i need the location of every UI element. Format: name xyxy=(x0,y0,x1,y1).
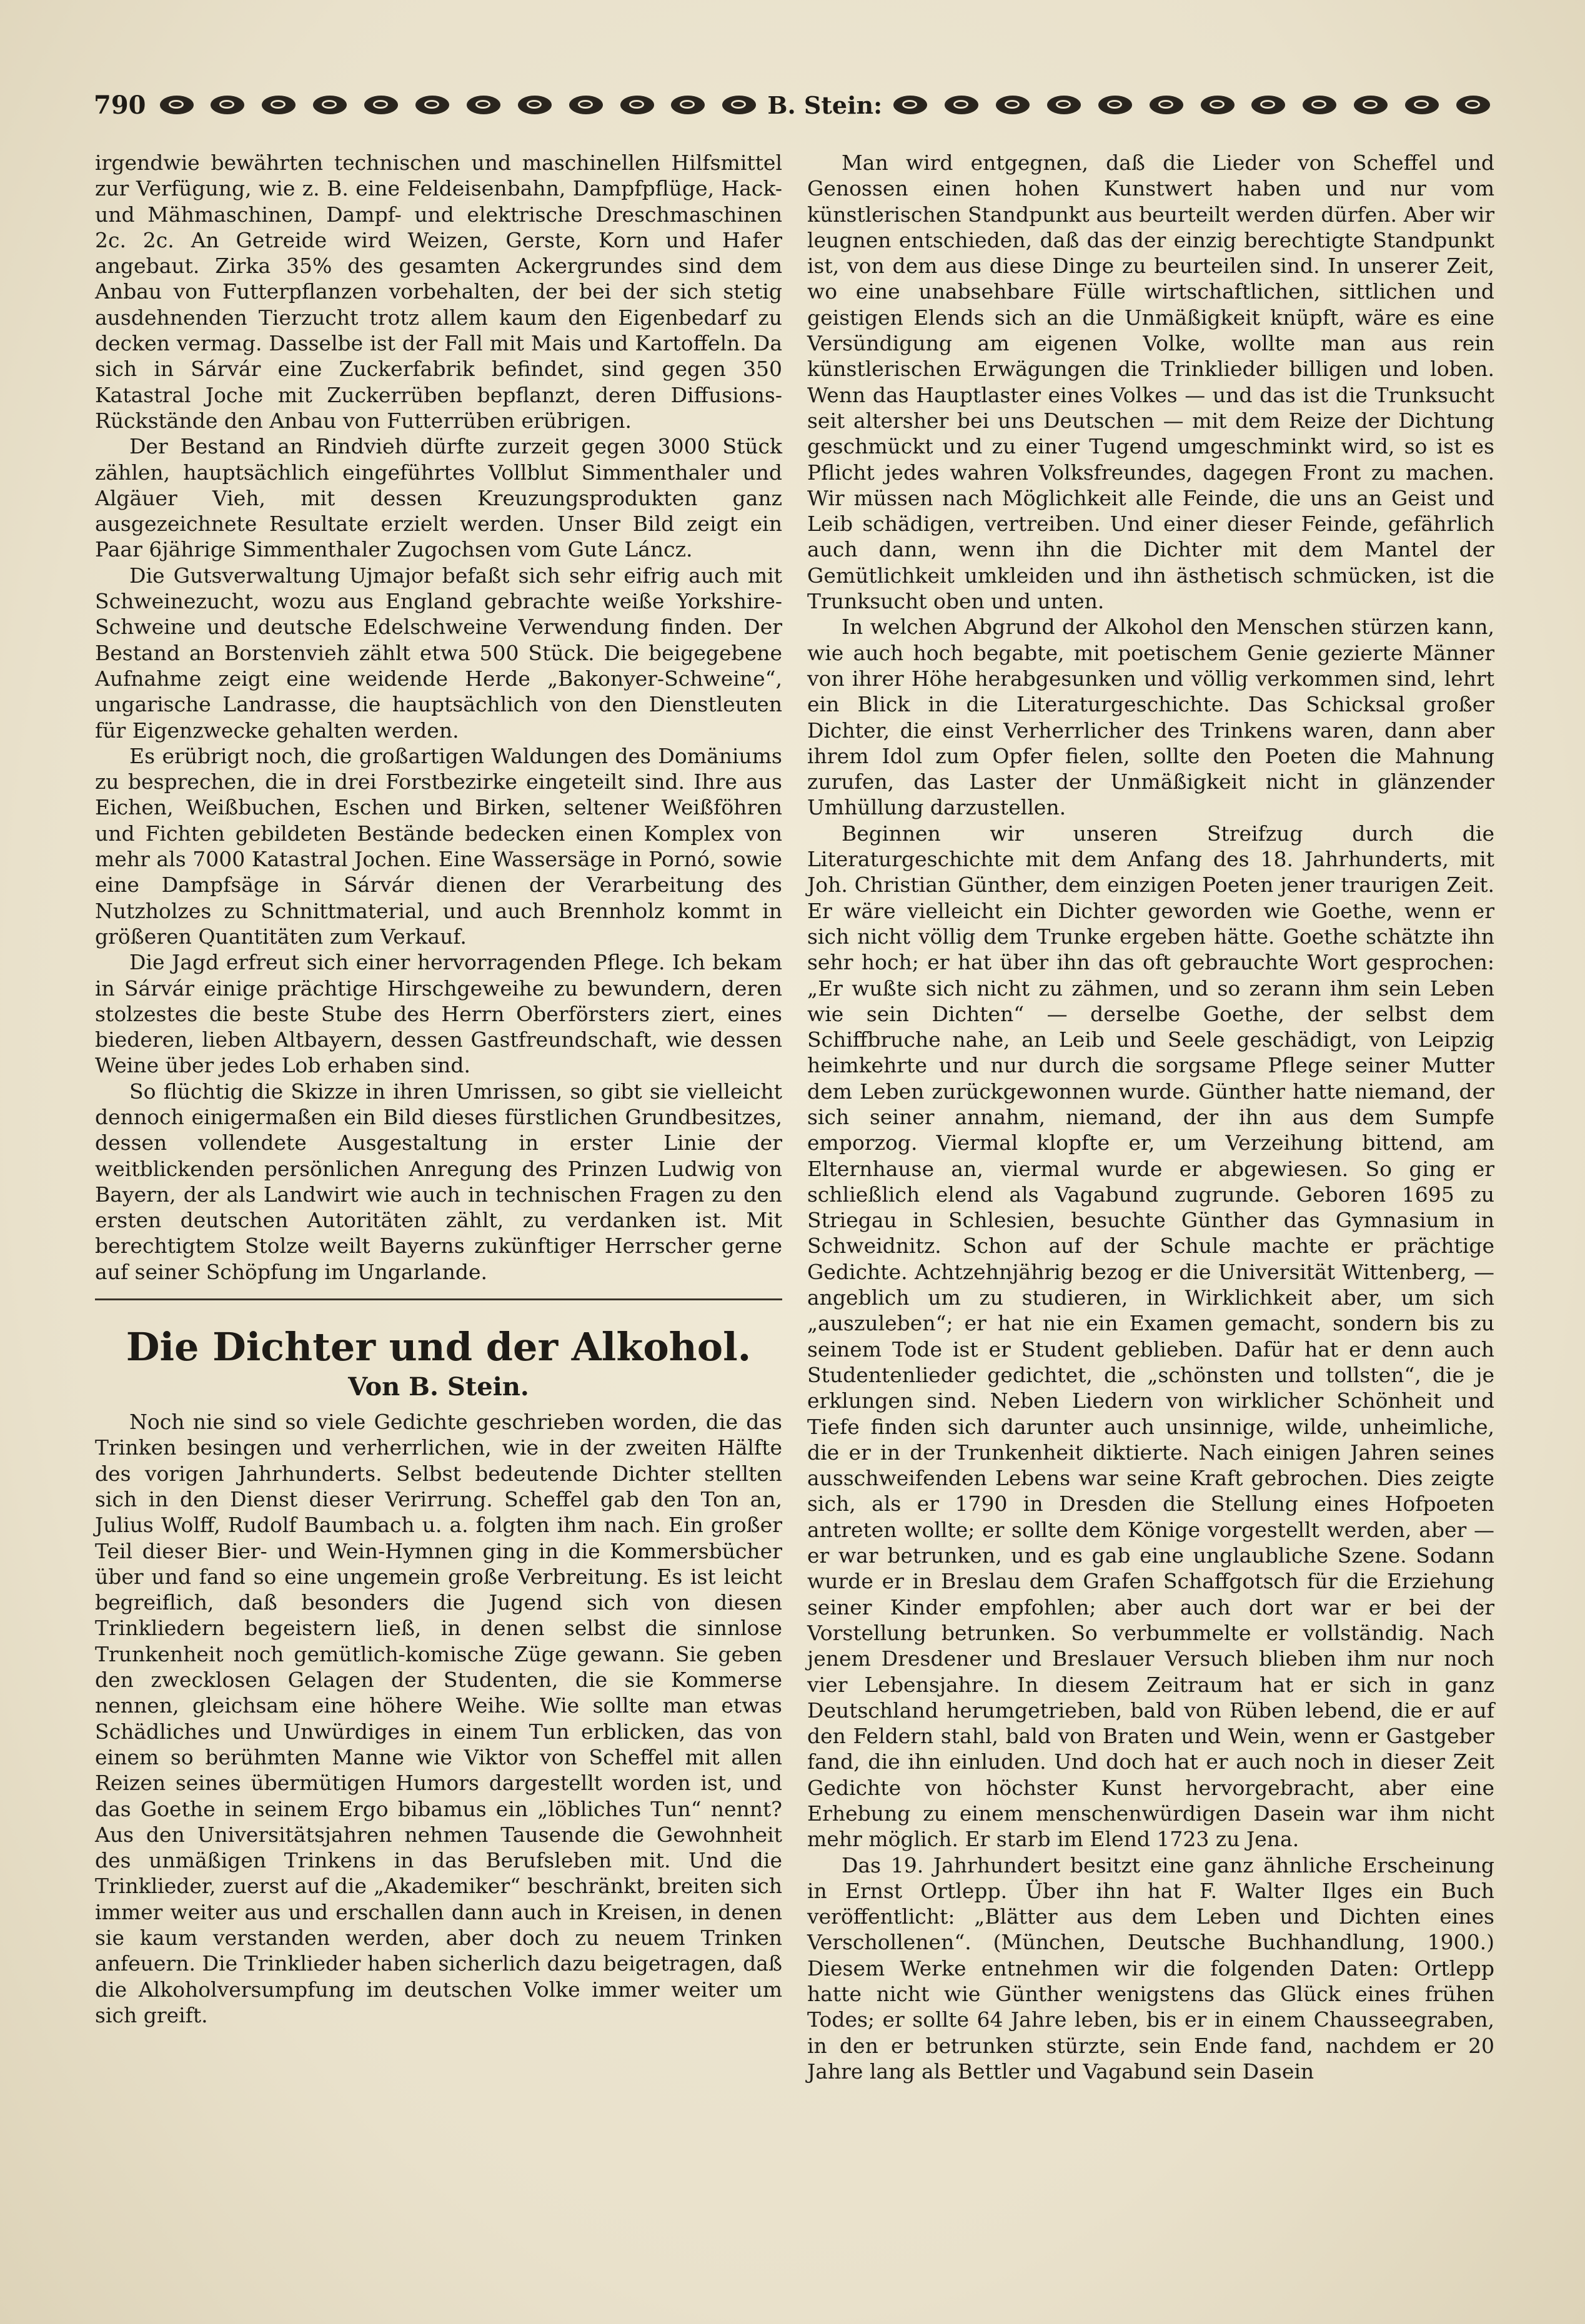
scroll-ornament-icon xyxy=(671,96,705,114)
scroll-ornament-icon xyxy=(1303,96,1336,114)
scroll-ornament-icon xyxy=(1405,96,1439,114)
scroll-ornament-icon xyxy=(569,96,603,114)
scroll-ornament-icon xyxy=(1098,96,1132,114)
right-column xyxy=(807,150,1494,2084)
scroll-ornament-icon xyxy=(945,96,978,114)
scroll-ornament-icon xyxy=(722,96,756,114)
scroll-ornament-icon xyxy=(1251,96,1285,114)
scroll-ornament-icon xyxy=(262,96,296,114)
paragraph: In welchen Abgrund der Alkohol den Menschen stürzen kann, wie auch hoch begabte, mit poetischem Genie gezierte Männer von ihrer Höhe herabgesunken und völlig verkommen sind, lehrt ein Blick in die Literaturgeschichte. Das Schicksal großer Dichter, die einst Verherrlicher des Trinkens waren, dann aber ihrem Idol zum Opfer fielen, sollte den Poeten die Mahnung zurufen, das Laster der Unmäßigkeit nicht in glänzender Umhüllung darzustellen. xyxy=(807,615,1494,820)
scroll-ornament-icon xyxy=(313,96,347,114)
scroll-ornament-icon xyxy=(467,96,500,114)
scroll-ornament-icon xyxy=(160,96,194,114)
scroll-ornament-icon xyxy=(1456,96,1490,114)
scroll-ornament-icon xyxy=(893,96,927,114)
scroll-ornament-icon xyxy=(1201,96,1235,114)
paragraph: irgendwie bewährten technischen und maschinellen Hilfsmittel zur Verfügung, wie z. B. eine Feldeisenbahn, Dampfpflüge, Hack- und Mähmaschinen, Dampf- und elektrische Dreschmaschinen 2c. 2c. An Getreide wird Weizen, Gerste, Korn und Hafer angebaut. Zirka 35% des gesamten Ackergrundes sind dem Anbau von Futterpflanzen vorbehalten, der bei der sich stetig ausdehnenden Tierzucht trotz allem kaum den Eigenbedarf zu decken vermag. Dasselbe ist der Fall mit Mais und Kartoffeln. Da sich in Sárvár eine Zuckerfabrik befindet, sind gegen 350 Katastral Joche mit Zuckerrüben bepflanzt, deren Diffusions-Rückstände den Anbau von Futterrüben erübrigen. xyxy=(95,151,782,433)
section-divider xyxy=(95,1298,782,1300)
scroll-ornament-icon xyxy=(364,96,398,114)
scroll-ornament-icon xyxy=(1354,96,1388,114)
scroll-ornament-icon xyxy=(1150,96,1183,114)
paragraph: Die Gutsverwaltung Ujmajor befaßt sich sehr eifrig auch mit Schweinezucht, wozu aus England gebrachte weiße Yorkshire-Schweine und deutsche Edelschweine Verwendung finden. Der Bestand an Borstenvieh zählt etwa 500 Stück. Die beigegebene Aufnahme zeigt eine weidende Herde „Bakonyer-Schweine“, ungarische Landrasse, die hauptsächlich von den Dienstleuten für Eigenzwecke gehalten werden. xyxy=(95,563,782,743)
left-column xyxy=(95,150,782,2028)
paragraph: Noch nie sind so viele Gedichte geschrieben worden, die das Trinken besingen und verherrlichen, wie in der zweiten Hälfte des vorigen Jahrhunderts. Selbst bedeutende Dichter stellten sich in den Dienst dieser Verirrung. Scheffel gab den Ton an, Julius Wolff, Rudolf Baumbach u. a. folgten ihm nach. Ein großer Teil dieser Bier- und Wein-Hymnen ging in die Kommersbücher über und fand so eine ungemein große Verbreitung. Es ist leicht begreiflich, daß besonders die Jugend sich von diesen Trinkliedern begeistern ließ, in denen selbst die sinnlose Trunkenheit noch gemütlich-komische Züge gewann. Sie geben den zwecklosen Gelagen der Studenten, die sie Kommerse nennen, gleichsam eine höhere Weihe. Wie sollte man etwas Schädliches und Unwürdiges in einem Tun erblicken, das von einem so berühmten Manne wie Viktor von Scheffel mit allen Reizen seines übermütigen Humors dargestellt worden ist, und das Goethe in seinem Ergo bibamus ein „löbliches Tun“ nennt? Aus den Universitätsjahren nehmen Tausende die Gewohnheit des unmäßigen Trinkens in das Berufsleben mit. Und die Trinklieder, zuerst auf die „Akademiker“ beschränkt, breiten sich immer weiter aus und erschallen dann auch in Kreisen, in denen sie kaum verstanden werden, aber doch zu neuem Trinken anfeuern. Die Trinklieder haben sicherlich dazu beigetragen, daß die Alkoholversumpfung im deutschen Volke immer weiter um sich greift. xyxy=(95,1410,782,2027)
paragraph: Es erübrigt noch, die großartigen Waldungen des Domäniums zu besprechen, die in drei Forstbezirke eingeteilt sind. Ihre aus Eichen, Weißbuchen, Eschen und Birken, seltener Weißföhren und Fichten gebildeten Bestände bedecken einen Komplex von mehr als 7000 Katastral Jochen. Eine Wassersäge in Pornó, sowie eine Dampfsäge in Sárvár dienen der Verarbeitung des Nutzholzes zu Schnittmaterial, und auch Brennholz kommt in größeren Quantitäten zum Verkauf. xyxy=(95,743,782,949)
scroll-ornament-icon xyxy=(518,96,552,114)
paragraph: Der Bestand an Rindvieh dürfte zurzeit gegen 3000 Stück zählen, hauptsächlich eingeführtes Vollblut Simmenthaler und Algäuer Vieh, mit dessen Kreuzungsprodukten ganz ausgezeichnete Resultate erzielt werden. Unser Bild zeigt ein Paar 6jährige Simmenthaler Zugochsen vom Gute Láncz. xyxy=(95,434,782,562)
article-byline: Von B. Stein. xyxy=(348,1372,529,1402)
ornament-band-right xyxy=(893,96,1490,114)
paragraph: Man wird entgegnen, daß die Lieder von Scheffel und Genossen einen hohen Kunstwert haben und nur vom künstlerischen Standpunkt aus beurteilt werden dürfen. Aber wir leugnen entschieden, daß das der einzig berechtigte Standpunkt ist, von dem aus diese Dinge zu beurteilen sind. In unserer Zeit, wo eine unabsehbare Fülle wirtschaftlichen, sittlichen und geistigen Elends sich an die Unmäßigkeit knüpft, wäre es eine Versündigung am eigenen Volke, wollte man aus rein künstlerischen Erwägungen die Trinklieder billigen und loben. Wenn das Hauptlaster eines Volkes — und das ist die Trunksucht seit altersher bei uns Deutschen — mit dem Reize der Dichtung geschmückt und zu einer Tugend umgeschminkt wird, so ist es Pflicht jedes wahren Volksfreundes, dagegen Front zu machen. Wir müssen nach Möglichkeit alle Feinde, die uns an Geist und Leib schädigen, vertreiben. Und einer dieser Feinde, gefährlich auch dann, wenn ihn die Dichter mit dem Mantel der Gemütlichkeit umkleiden und ihn ästhetisch schmücken, ist die Trunksucht oben und unten. xyxy=(807,151,1494,614)
scroll-ornament-icon xyxy=(1047,96,1081,114)
page-number: 790 xyxy=(94,90,146,120)
article-title: Die Dichter und der Alkohol. xyxy=(126,1324,752,1370)
scroll-ornament-icon xyxy=(211,96,244,114)
paragraph: So flüchtig die Skizze in ihren Umrissen, so gibt sie vielleicht dennoch einigermaßen ein Bild dieses fürstlichen Grundbesitzes, dessen vollendete Ausgestaltung in erster Linie der weitblickenden persönlichen Anregung des Prinzen Ludwig von Bayern, der als Landwirt wie auch in technischen Fragen zu den ersten deutschen Autoritäten zählt, zu verdanken ist. Mit berechtigtem Stolze weilt Bayerns zukünftiger Herrscher gerne auf seiner Schöpfung im Ungarlande. xyxy=(95,1079,782,1284)
paragraph: Das 19. Jahrhundert besitzt eine ganz ähnliche Erscheinung in Ernst Ortlepp. Über ihn hat F. Walter Ilges ein Buch veröffentlicht: „Blätter aus dem Leben und Dichten eines Verschollenen“. (München, Deutsche Buchhandlung, 1900.) Diesem Werke entnehmen wir die folgenden Daten: Ortlepp hatte nicht wie Günther wenigstens das Glück eines frühen Todes; er sollte 64 Jahre leben, bis er in einem Chausseegraben, in den er betrunken stürzte, sein Ende fand, nachdem er 20 Jahre lang als Bettler und Vagabund sein Dasein xyxy=(807,1852,1494,2084)
scroll-ornament-icon xyxy=(620,96,654,114)
scroll-ornament-icon xyxy=(996,96,1030,114)
paragraph: Beginnen wir unseren Streifzug durch die Literaturgeschichte mit dem Anfang des 18. Jahrhunderts, mit Joh. Christian Günther, dem einzigen Poeten jener traurigen Zeit. Er wäre vielleicht ein Dichter geworden wie Goethe, wenn er sich nicht völlig dem Trunke ergeben hätte. Goethe schätzte ihn sehr hoch; er hat über ihn das oft gebrauchte Wort gesprochen: „Er wußte sich nicht zu zähmen, und so zerann ihm sein Leben wie sein Dichten“ — derselbe Goethe, der selbst dem Schiffbruche nahe, an Leib und Seele geschädigt, von Leipzig heimkehrte und nur durch die sorgsame Pflege seiner Mutter dem Leben zurückgewonnen wurde. Günther hatte niemand, der sich seiner annahm, niemand, der ihn aus dem Sumpfe emporzog. Viermal klopfte er, um Verzeihung bittend, am Elternhause an, viermal wurde er abgewiesen. So ging er schließlich elend als Vagabund zugrunde. Geboren 1695 zu Striegau in Schlesien, besuchte Günther das Gymnasium in Schweidnitz. Schon auf der Schule machte er prächtige Gedichte. Achtzehnjährig bezog er die Universität Wittenberg, — angeblich um zu studieren, in Wirklichkeit aber, um sich „auszuleben“; er hat nie ein Examen gemacht, sondern bis zu seinem Tode ist er Student geblieben. Dafür hat er denn auch Studentenlieder gedichtet, die „schönsten und tollsten“, die je erklungen sind. Neben Liedern von wirklicher Schönheit und Tiefe finden sich darunter auch unsinnige, wilde, unheimliche, die er in der Trunkenheit diktierte. Nach einigen Jahren seines ausschweifenden Lebens war seine Kraft gebrochen. Dies zeigte sich, als er 1790 in Dresden die Stellung eines Hofpoeten antreten wollte; er sollte dem Könige vorgestellt werden, aber — er war betrunken, und es gab eine unglaubliche Szene. Sodann wurde er in Breslau dem Grafen Schaffgotsch für die Erziehung seiner Kinder empfohlen; aber auch dort war er bei der Vorstellung betrunken. So verbummelte er vollständig. Nach jenem Dresdener und Breslauer Versuch blieben ihm nur noch vier Lebensjahre. In diesem Zeitraum hat er sich in ganz Deutschland herumgetrieben, bald von Rüben lebend, die er auf den Feldern stahl, bald von Braten und Wein, wenn er Gastgeber fand, die ihn einluden. Und doch hat er auch noch in dieser Zeit Gedichte von höchster Kunst hervorgebracht, aber eine Erhebung zu einem menschenwürdigen Dasein war ihm nicht mehr möglich. Er starb im Elend 1723 zu Jena. xyxy=(807,821,1494,1852)
paragraph: Die Jagd erfreut sich einer hervorragenden Pflege. Ich bekam in Sárvár einige prächtige Hirschgeweihe zu bewundern, deren stolzestes die beste Stube des Herrn Oberförsters ziert, eines biederen, lieben Altbayern, dessen Gastfreundschaft, wie dessen Weine über jedes Lob erhaben sind. xyxy=(95,950,782,1078)
scroll-ornament-icon xyxy=(415,96,449,114)
ornament-band-left xyxy=(160,96,757,114)
running-head-author: B. Stein: xyxy=(767,91,883,119)
running-head xyxy=(94,86,1490,124)
